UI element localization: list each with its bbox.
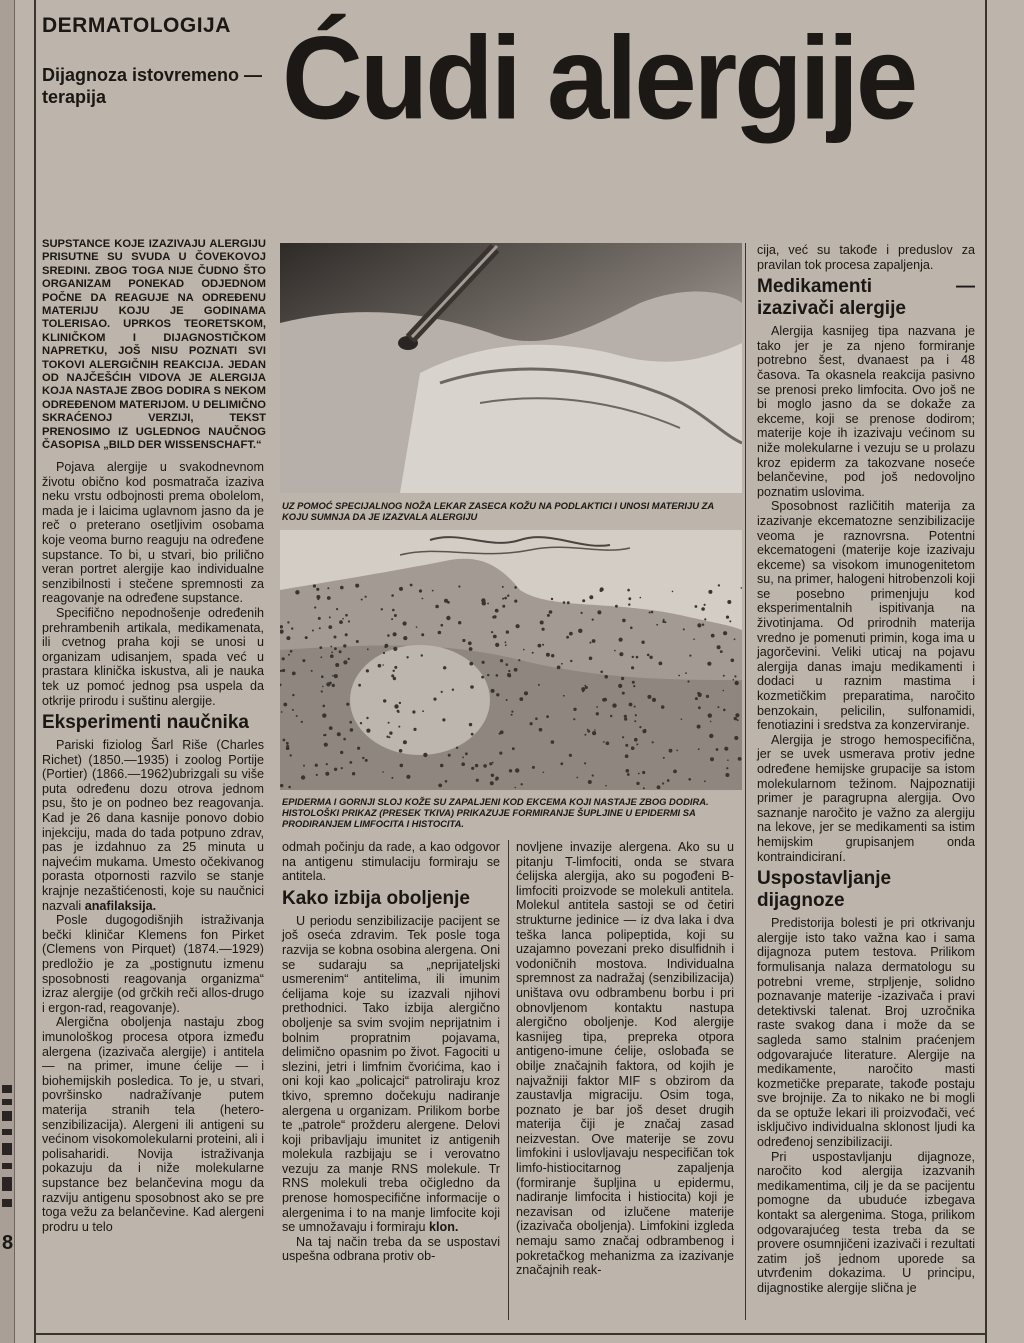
col2-paragraph-3: Na taj način treba da se uspostavi uspešna odbrana protiv ob- — [282, 1234, 500, 1264]
col2-p2-text: U periodu senzibilizacije pacijent se još oseća zdravim. Tek posle toga razvija se kobna osobina alergena. Oni se sudaraju sa „neprijateljski usmerenim“ antitelima, ili imunim ćelijama koje su izazvali njihovi prethodnici. Tako izbija alergično oboljenje sa svim svojim neprijatnim i bolnim propratnim pojavama, delimično opasnim po život. Fagociti u slezini, jetri i limfnim čvorićima, kao i oni koji kao „policajci“ patroliraju kroz tkivo, spremno dočekuju nadiranje alergena u organizam. Prilikom borbe te „patrole“ prožderu alergene. Delovi koji pribavljaju imunitet iz antigenih molekula razbijaju se i verovatno vezuju za manje RNS molekule. Tr RNS molekuli treba očigledno da prenose homospecifične informacije o alergenima i to na manje limfocite koji se umnožavaju i formiraju — [282, 913, 500, 1235]
caption-photo-1: UZ POMOĆ SPECIJALNOG NOŽA LEKAR ZASECA KOŽU NA PODLAKTICI I UNOSI MATERIJU ZA KOJU SUMNJA DA JE IZAZVALA ALERGIJU — [282, 500, 714, 522]
col4-paragraph-5: Predistorija bolesti je pri otkrivanju alergije isto tako važna kao i sama dijagnoza putem testova. Prilikom formulisanja nalaza dermatologu su potrebni vreme, strpljenje, solidno poznavanje materije -izazivača i pravi detektivski talenat. Broj uzročnika raste svakog dana i može da se sagleda samo stalnim praćenjem odgovarajuće literature. Alergije na medikamente, naročito masti kozmetičke preparate, takođe postaju sve brojnije. Za to nikako ne bi mogli da se optuže lekari ili proizvođači, već isključivo individualna sklonost ljudi ka određenoj senzibilizaciji. — [757, 916, 975, 1150]
col1-paragraph-1: Pojava alergije u svakodnevnom životu obično kod posmatrača izaziva neku vrstu odbojnosti prema obolelom, mada je i laicima uglavnom jasno da je reč o preterano osetljivim osobama koje veoma burno reaguju na određene supstance. To bi, u stvari, bio prilično veran portret alergije kao individualne senzibilnosti i stečene spremnosti za reagovanje na određene supstance. — [42, 460, 264, 606]
column-3 — [516, 840, 734, 1278]
subtitle: Dijagnoza istovremeno — terapija — [42, 65, 263, 107]
col4-paragraph-2: Alergija kasnijeg tipa nazvana je tako jer je za njeno formiranje potrebno šest, dvanaest pa i 48 časova. Ta okasnela reakcija pasivno se prenosi preko limfocita. Ovo još ne bi moglo jasno da se dokaže za ekceme, koji se prenose dodirom; materije koje ih izazivaju većinom su niže molekularne i vezuju se u prolazu kroz epiderm za takozvane noseće belančevine, pod još nedovoljno poznatim uslovima. — [757, 324, 975, 499]
column-rule — [745, 243, 746, 1320]
bottom-rule — [34, 1333, 987, 1335]
col1-paragraph-3 — [42, 738, 264, 913]
col2-paragraph-2 — [282, 914, 500, 1235]
col1-paragraph-2: Specifično nepodnošenje određenih prehrambenih artikala, medikamenata, ili cvetnog praha koji se unosi u organizam udisanjem, spada već u prastara klinička iskustva, ali je nauka tek uz pomoć jednog psa uspela da otkrije prirodu i suštinu alergije. — [42, 605, 264, 708]
page-title: Ćudi alergije — [282, 12, 916, 144]
column-2 — [282, 840, 500, 1264]
col4-paragraph-1: cija, već su takođe i preduslov za pravilan tok procesa zapaljenja. — [757, 243, 975, 272]
col2-paragraph-1: odmah počinju da rade, a kao odgovor na antigenu stimulaciju formiraju se antitela. — [282, 840, 500, 884]
column-1 — [42, 460, 264, 1234]
photo-skin-test — [280, 243, 742, 493]
heading-eksperimenti: Eksperimenti naučnika — [42, 712, 249, 734]
photo-histology — [280, 530, 742, 790]
col3-paragraph-1: novljene invazije alergena. Ako su u pitanju T-limfociti, onda se stvara ćelijska alergija, ako su pogođeni B-limfociti proizvode se molekuli antitela. Molekul antitela sastoji se od četiri strukturne jedinice — iz dva laka i dva teška lanca polipeptida, koji su uzajamno povezani preko disulfidnih i vodoničnih mostova. Individualna spremnost za nadražaj (senzibilizacija) uništava ovu odbrambenu borbu i pri obnovljenom kontaktu nastupa alergično oboljenje. Kod alergije kasnijeg tipa, prepreka otpora antigeno-imune ćelije, oslobađa se obilje značajnih faktora, od kojih je najvažniji faktor MIF s obzirom da zaustavlja migraciju. Osim toga, poznato je bar još deset drugih materija čiji je značaj zasad neizvestan. Ove materije se zovu limfokini i uslovljavaju nespecifičan tok limfo-histiocitarnog zapaljenja (formiranje šupljina u epidermu, nadiranje limfocita i histiocita) koji je nezavisan od izlučene materije (izazivača oboljenja). Limfokini izgleda nemaju samo značaj odbrambenog i pokretačkog mehanizma za izazivanje značajnih reak- — [516, 840, 734, 1278]
page-number: 8 — [2, 1232, 14, 1254]
col1-p3-text: Pariski fiziolog Šarl Riše (Charles Richet) (1850.—1935) i zoolog Portije (Portier) (1866.—1962)ubrizgali su više puta određenu dozu otrova jednom psu, što je on podneo bez reagovanja. Kad je 26 dana kasnije ponovo dobio injekciju, mada do tada potpuno zdrav, pas je izdahnuo za 25 minuta u najvećim mukama. Umesto očekivanog porasta otpornosti razvilo se stanje krajnje nezaštićenosti, koje su naučnici nazvali — [42, 738, 264, 913]
lead-paragraph: SUPSTANCE KOJE IZAZIVAJU ALERGIJU PRISUTNE SU SVUDA U ČOVEKOVOJ SREDINI. ZBOG TOGA NIJE ČUDNO ŠTO ORGANIZAM PONEKAD ODJEDNOM POČNE DA REAGUJE NA ODREĐENU MATERIJU KOJU JE GODINAMA TOLERISAO. UPRKOS TEORETSKOM, KLINIČKOM I DIJAGNOSTIČKOM NAPRETKU, JOŠ NISU POZNATI SVI TOKOVI ALERGIČNIH REAKCIJA. JEDAN OD NAJČEŠĆIH VIDOVA JE ALERGIJA KOJA NASTAJE ZBOG DODIRA S NEKOM ODREĐENOM MATERIJOM. U DELIMIČNO SKRAĆENOJ VERZIJI, TEKST PRENOSIMO IZ UGLEDNOG NAUČNOG ČASOPISA „BILD DER WISSENSCHAFT.“ — [42, 238, 266, 452]
term-klon: klon. — [429, 1220, 459, 1235]
col4-paragraph-3: Sposobnost različitih materija za izazivanje ekcematozne senzibilizacije veoma je raznovrsna. Potentni ekcematogeni (materije koje izazivaju ekceme) sa visokom imunogenitetom su, na primer, halogeni hitrobenzoli koji se posebno primenjuju kod eksperimentalnih ispitivanja na životinjama. Od prirodnih materija vredno je pomenuti primin, koga ima u jagorčevini. Veliki uticaj na pojavu alergija danas imaju medikamenti i dodaci u raznim mastima i kozmetičkim preparatima, naročito benzokain, pelicilin, sulfonamidi, fenotiazini i sredstva za konzerviranje. — [757, 499, 975, 733]
heading-medikamenti: Medikamenti — izazivači alergije — [757, 276, 975, 320]
heading-uspostavljanje: Uspostavljanje dijagnoze — [757, 868, 892, 912]
section-label: DERMATOLOGIJA — [42, 14, 231, 37]
right-margin-rule — [985, 0, 987, 1343]
col1-paragraph-5: Alergična oboljenja nastaju zbog imunološkog procesa otpora između alergena (izazivača alergije) i antitela — na primer, imune ćelije — i biohemijskih posledica. To je, u stvari, površinsko nadražívanje putem materija stranih tela (hetero-senzibilizacija). Alergeni ili antigeni su većinom visokomolekularni proteini, ali i polisaharidi. Novija istraživanja pokazuju da i niže molekularne supstance bez belančevina mogu da razviju antigenu sposobnost ako se pre toga vežu za belančevine. Kad alergeni prodru u telo — [42, 1015, 264, 1234]
column-4 — [757, 243, 975, 1296]
col4-paragraph-6: Pri uspostavljanju dijagnoze, naročito kod alergija izazvanih medikamentima, cilj je da se pacijentu pomogne da ubuduće izbegava kontakt sa alergenima. Stoga, prilikom odgovarajućeg testa treba da se provere osumnjičeni izazivači i rezultati zatim još jednom uporede sa utvrđenim dokazima. U principu, dijagnostike alergije slična je — [757, 1149, 975, 1295]
caption-photo-2: EPIDERMA I GORNJI SLOJ KOŽE SU ZAPALJENI KOD EKCEMA KOJI NASTAJE ZBOG DODIRA. HISTOLOŠKI PRIKAZ (PRESEK TKIVA) PRIKAZUJE FORMIRANJE ŠUPLJINE U EPIDERMI SA PRODIRANJEM LIMFOCITA I HISTOCITA. — [282, 796, 709, 829]
column-rule — [508, 840, 509, 1320]
left-margin-rule — [34, 0, 36, 1343]
col4-paragraph-4: Alergija je strogo hemospecifična, jer se uvek usmerava protiv jedne određene hemijske grupacije sa istom molekularnom težinom. Najpoznatiji primer je paragrupna alergija. Ovo saznanje naročito je važno za alergiju na lekove, jer se medikamenti sa istim hemijskim grupisanjem onda kontraindiciraní. — [757, 732, 975, 864]
col1-paragraph-4: Posle dugogodišnjih istraživanja bečki kliničar Klemens fon Pirket (Clemens von Pirquet) (1874.—1929) predložio je za „postignutu izmenu sposobnosti reagovanja organizma“ izraz alergije (od grčkih reči allos-drugo i ergon-rad, reagovanje). — [42, 913, 264, 1015]
term-anafilaksija: anafilaksija. — [84, 898, 157, 913]
heading-kako-izbija: Kako izbija oboljenje — [282, 887, 470, 909]
